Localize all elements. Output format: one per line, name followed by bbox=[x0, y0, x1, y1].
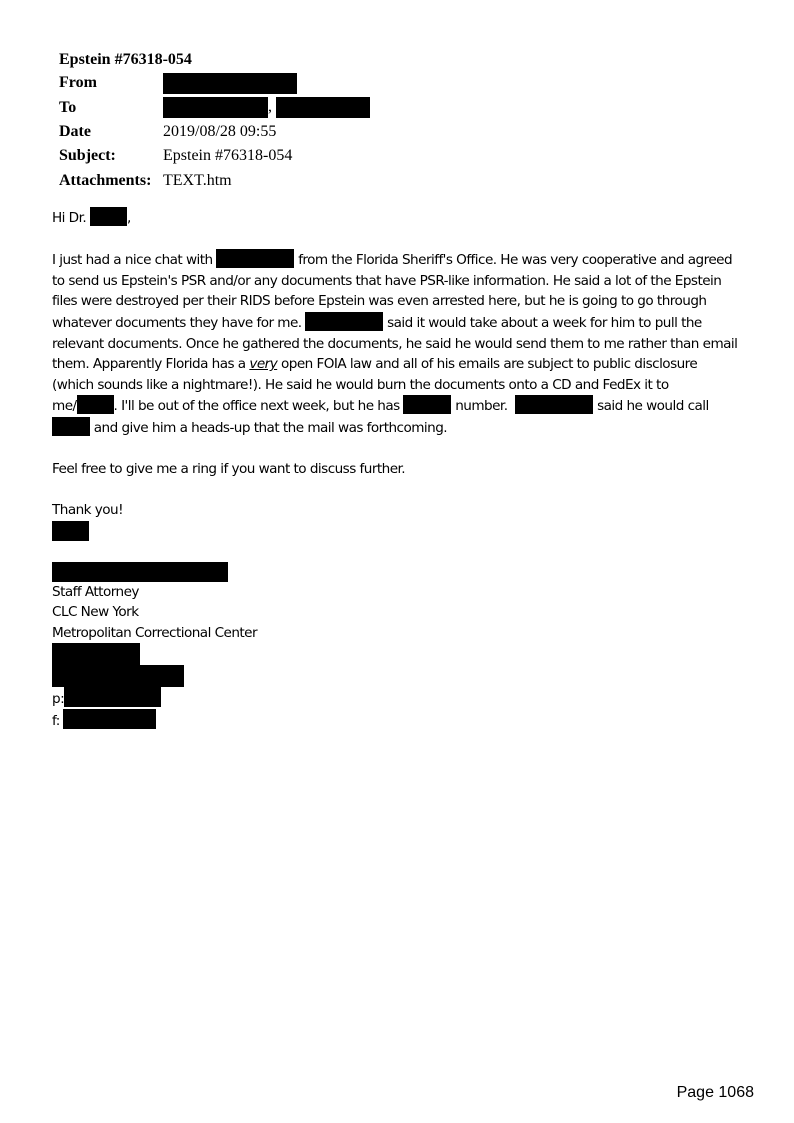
date-label: Date bbox=[59, 122, 91, 140]
date-row bbox=[59, 120, 370, 144]
to-label: To bbox=[59, 98, 77, 116]
signature-title: Staff Attorney bbox=[52, 583, 139, 600]
subject-value: Epstein #76318-054 bbox=[163, 147, 293, 165]
redaction-block bbox=[63, 709, 156, 729]
thanks-line: Thank you! bbox=[52, 502, 123, 519]
closing-paragraph: Feel free to give me a ring if you want to discuss further. bbox=[52, 461, 406, 478]
redaction-block bbox=[52, 562, 228, 582]
redaction-block bbox=[305, 312, 383, 331]
redaction-block bbox=[515, 395, 593, 414]
paragraph-line: I just had a nice chat with from the Florida Sheriff's Office. He was very cooperative and agreed bbox=[52, 249, 752, 271]
date-value: 2019/08/28 09:55 bbox=[163, 122, 277, 140]
from-label: From bbox=[59, 74, 97, 92]
subject-label: Subject: bbox=[59, 147, 116, 165]
fax-line: f: bbox=[52, 709, 752, 731]
redaction-block bbox=[77, 395, 114, 414]
attachments-value[interactable]: TEXT.htm bbox=[163, 171, 232, 189]
redaction-block bbox=[276, 97, 370, 118]
paragraph-line: whatever documents they have for me. said it would take about a week for him to pull the bbox=[52, 312, 752, 334]
greeting: Hi Dr. , bbox=[52, 207, 752, 229]
paragraph-line: them. Apparently Florida has a very open FOIA law and all of his emails are subject to public disclosure bbox=[52, 356, 698, 373]
signature-office: CLC New York bbox=[52, 604, 139, 621]
attachments-label: Attachments: bbox=[59, 171, 152, 189]
email-title: Epstein #76318-054 bbox=[59, 51, 192, 68]
from-value bbox=[163, 71, 370, 95]
to-separator: , bbox=[268, 98, 272, 116]
paragraph-line: to send us Epstein's PSR and/or any documents that have PSR-like information. He said a lot of the Epstein bbox=[52, 272, 722, 289]
redaction-block bbox=[403, 395, 451, 414]
redaction-block bbox=[163, 97, 268, 118]
to-row bbox=[59, 95, 370, 119]
redaction-block bbox=[52, 643, 140, 665]
paragraph-line: files were destroyed per their RIDS before Epstein was even arrested here, but he is going to go through bbox=[52, 293, 707, 310]
redaction-block bbox=[52, 417, 90, 436]
redaction-block bbox=[52, 521, 89, 541]
header-fields bbox=[59, 71, 370, 193]
paragraph-line: and give him a heads-up that the mail was forthcoming. bbox=[52, 417, 752, 439]
phone-line: p: bbox=[52, 687, 752, 709]
paragraph-line: relevant documents. Once he gathered the documents, he said he would send them to me rather than email bbox=[52, 335, 738, 352]
redaction-block bbox=[216, 249, 294, 268]
from-row bbox=[59, 71, 370, 95]
signature-facility: Metropolitan Correctional Center bbox=[52, 624, 258, 641]
attachments-row bbox=[59, 169, 370, 193]
email-body bbox=[52, 207, 752, 731]
redaction-block bbox=[163, 73, 297, 94]
main-paragraph bbox=[52, 249, 752, 438]
to-value bbox=[163, 95, 370, 119]
email-header bbox=[59, 49, 370, 193]
redaction-block bbox=[90, 207, 127, 226]
signature-block bbox=[52, 521, 752, 731]
subject-row bbox=[59, 144, 370, 168]
emphasis-very: very bbox=[249, 356, 278, 373]
redaction-block bbox=[64, 687, 161, 707]
page-number: Page 1068 bbox=[676, 1084, 754, 1101]
paragraph-line: (which sounds like a nightmare!). He said he would burn the documents onto a CD and FedEx it to bbox=[52, 376, 669, 393]
paragraph-line: me/ . I'll be out of the office next week, but he has number. said he would call bbox=[52, 395, 752, 417]
redaction-block bbox=[52, 665, 184, 687]
